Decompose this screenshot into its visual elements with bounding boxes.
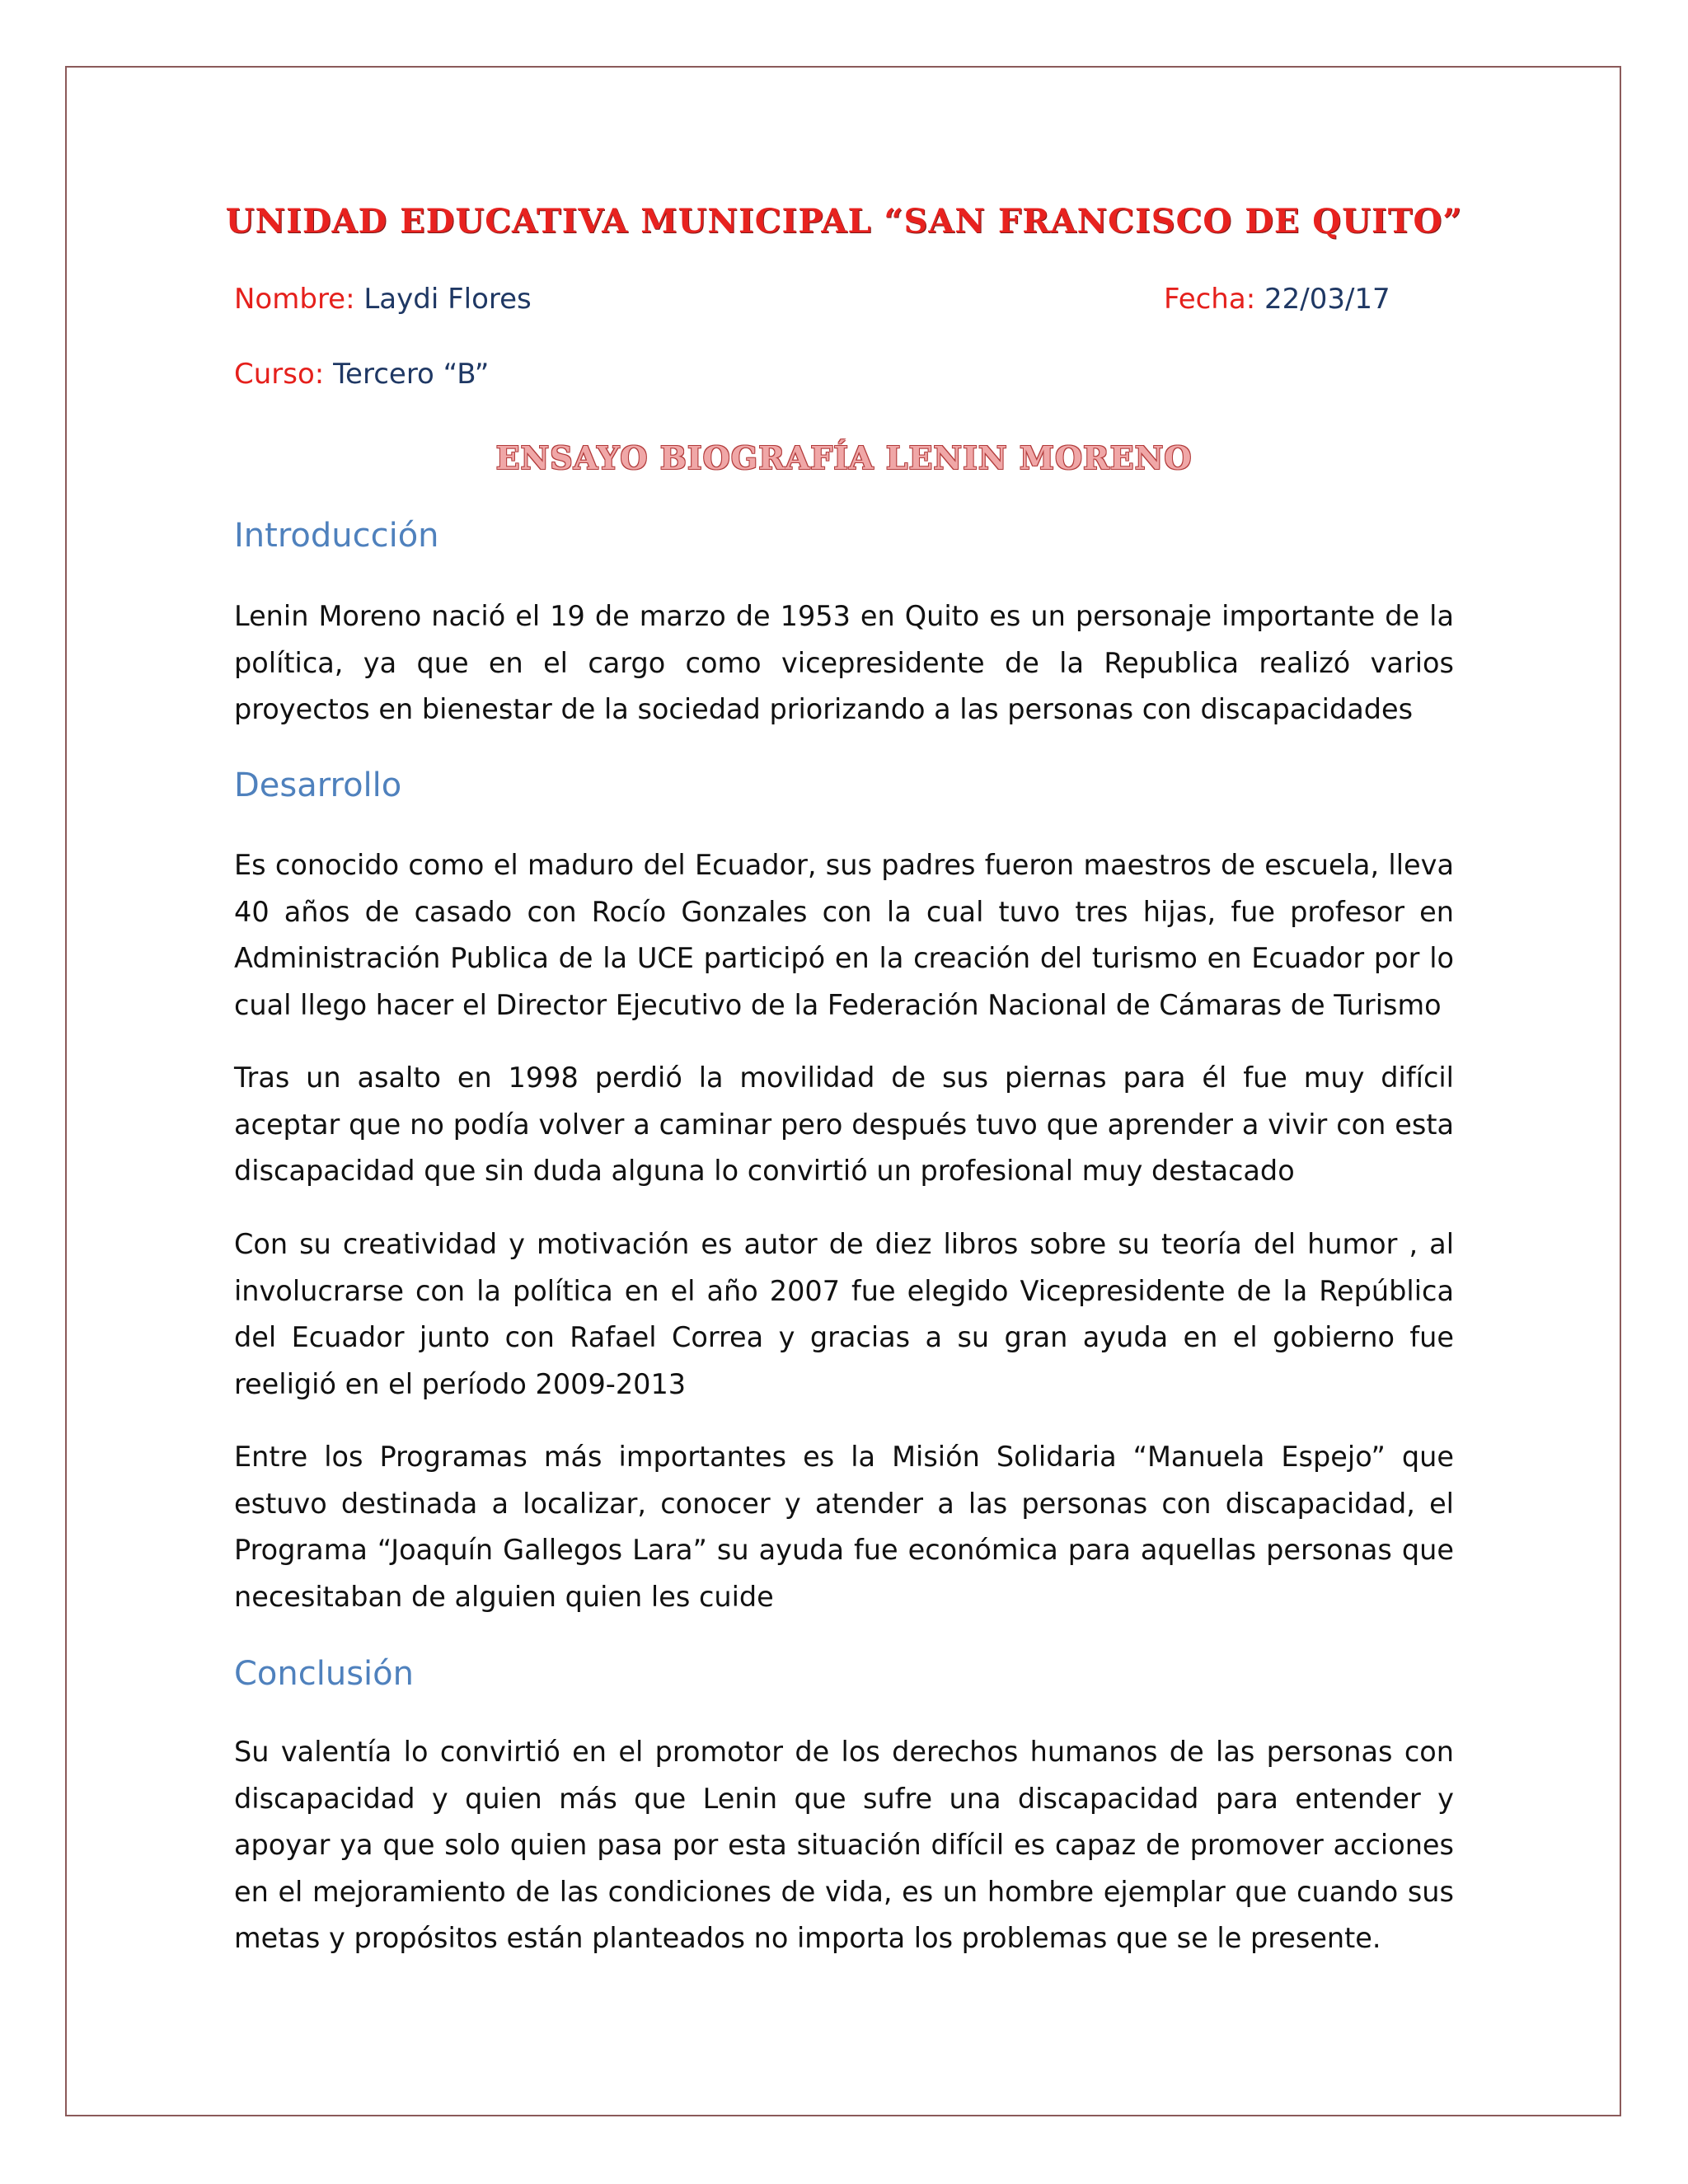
date-label: Fecha: [1164,283,1256,316]
intro-paragraph: Lenin Moreno nació el 19 de marzo de 1953 en Quito es un personaje importante de la política, ya que en el cargo como vicepresidente de la Republica realizó varios proyectos en bienestar de la sociedad priorizando a las personas con discapacidades [234,600,1454,725]
course-value: Tercero “B” [333,358,490,391]
development-paragraph-1: Es conocido como el maduro del Ecuador, sus padres fueron maestros de escuela, lleva 40 años de casado con Rocío Gonzales con la cual tuvo tres hijas, fue profesor en Administración Publica de la UCE participó en la creación del turismo en Ecuador por lo cual llego hacer el Director Ejecutivo de la Federación Nacional de Cámaras de Turismo [234,849,1454,1021]
name-label: Nombre: [234,283,355,316]
development-paragraph-2: Tras un asalto en 1998 perdió la movilidad de sus piernas para él fue muy difícil aceptar que no podía volver a caminar pero después tuvo que aprender a vivir con esta discapacidad que sin duda alguna lo convirtió un profesional muy destacado [234,1062,1454,1187]
date-field [1164,283,1390,316]
course-label: Curso: [234,358,325,391]
school-title: UNIDAD EDUCATIVA MUNICIPAL “SAN FRANCISCO DE QUITO” [225,202,1463,241]
heading-desarrollo: Desarrollo [234,766,402,804]
development-paragraph-3: Con su creatividad y motivación es autor de diez libros sobre su teoría del humor , al involucrarse con la política en el año 2007 fue elegido Vicepresidente de la República del Ecuador junto con Rafael Correa y gracias a su gran ayuda en el gobierno fue reeligió en el período 2009-2013 [234,1228,1454,1400]
conclusion-paragraph: Su valentía lo convirtió en el promotor de los derechos humanos de las personas con discapacidad y quien más que Lenin que sufre una discapacidad para entender y apoyar ya que solo quien pasa por esta situación difícil es capaz de promover acciones en el mejoramiento de las condiciones de vida, es un hombre ejemplar que cuando sus metas y propósitos están planteados no importa los problemas que se le presente. [234,1736,1454,1954]
name-value: Laydi Flores [363,283,532,316]
heading-introduccion: Introducción [234,517,439,555]
course-field [234,358,489,391]
name-field [234,283,532,316]
essay-title: ENSAYO BIOGRAFÍA LENIN MORENO [495,439,1193,476]
development-paragraph-4: Entre los Programas más importantes es la Misión Solidaria “Manuela Espejo” que estuvo destinada a localizar, conocer y atender a las personas con discapacidad, el Programa “Joaquín Gallegos Lara” su ayuda fue económica para aquellas personas que necesitaban de alguien quien les cuide [234,1441,1454,1613]
heading-conclusion: Conclusión [234,1655,414,1693]
date-value: 22/03/17 [1264,283,1390,316]
